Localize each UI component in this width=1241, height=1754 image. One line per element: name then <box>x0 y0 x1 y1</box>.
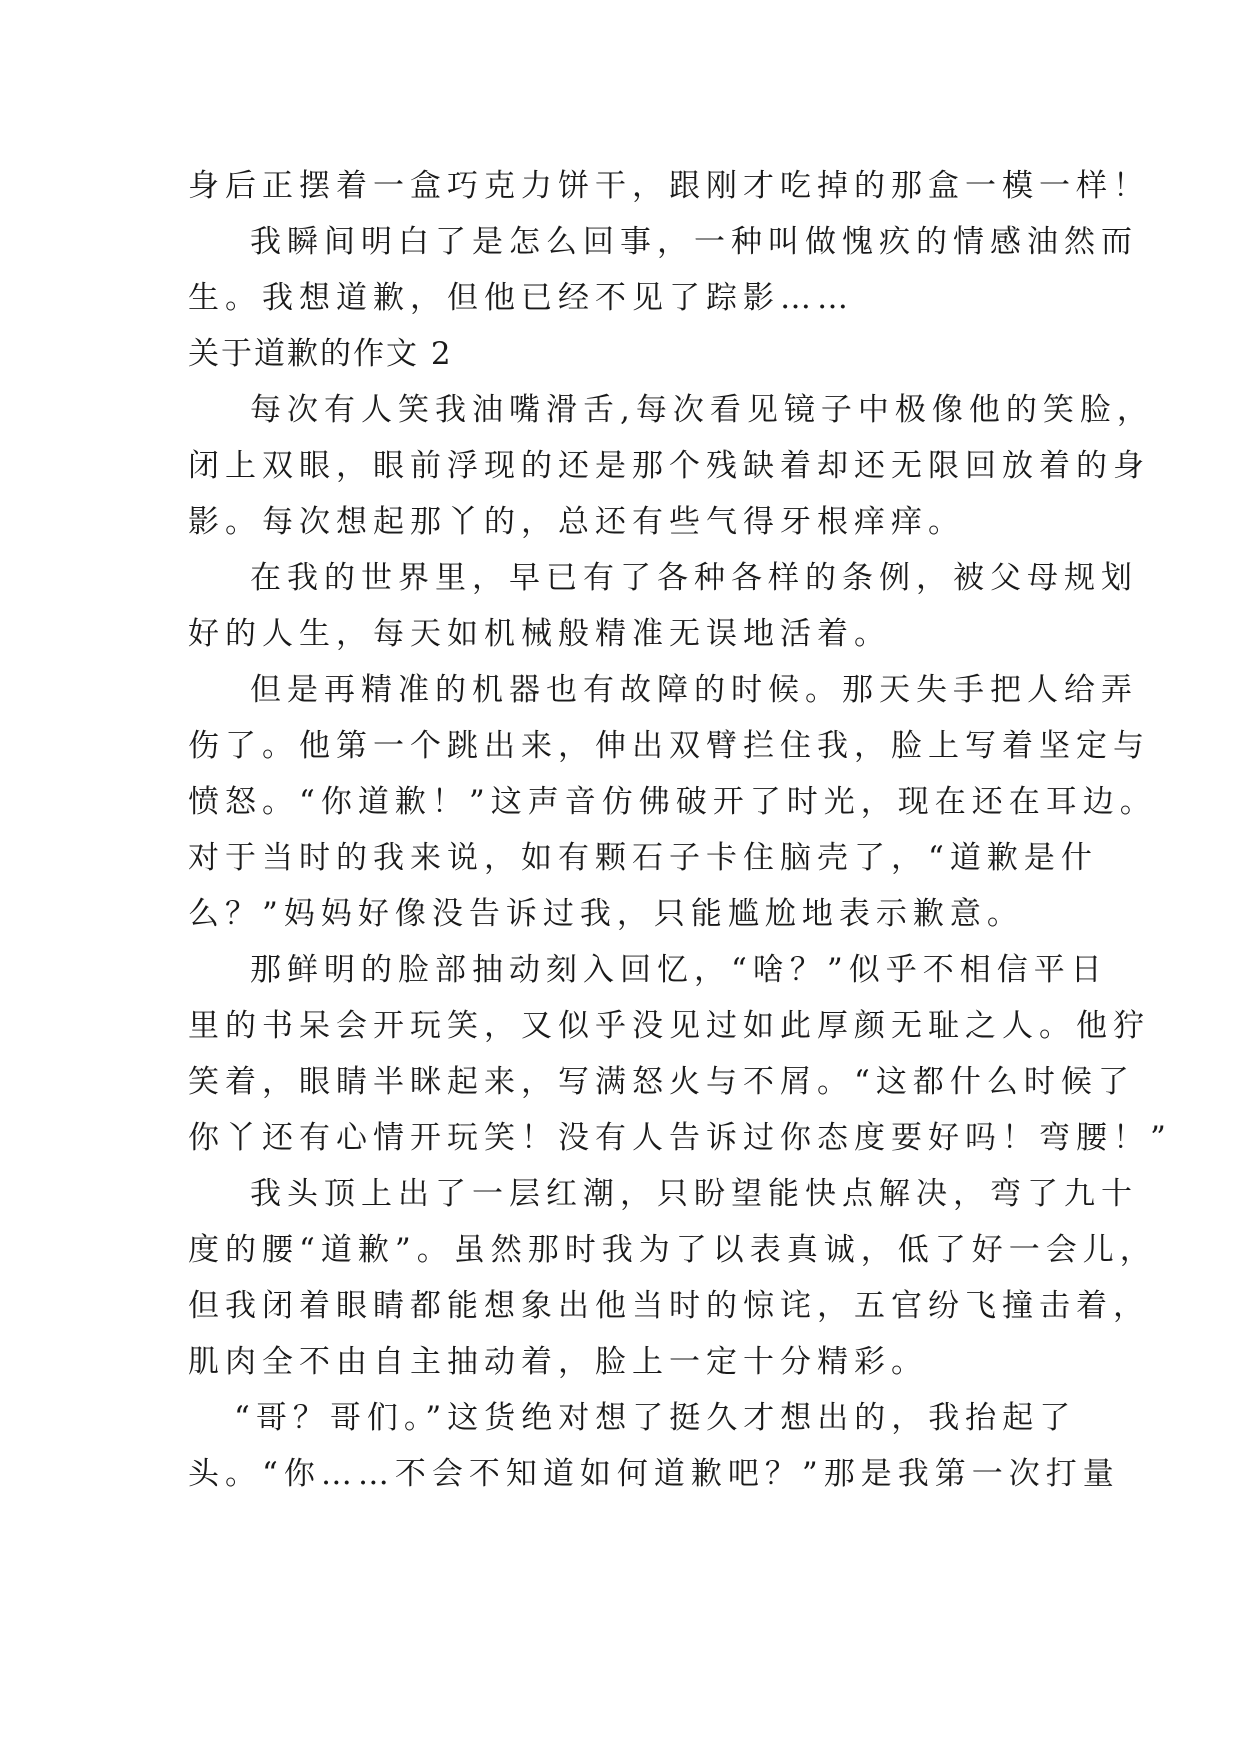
text-line: 么？”妈妈好像没告诉过我，只能尴尬地表示歉意。 <box>188 896 1024 932</box>
text-line: 里的书呆会开玩笑，又似乎没见过如此厚颜无耻之人。他狞 <box>188 1008 1150 1044</box>
text-line: 对于当时的我来说，如有颗石子卡住脑壳了，“道歉是什 <box>188 840 1098 876</box>
text-line: 度的腰“道歉”。虽然那时我为了以表真诚，低了好一会儿， <box>188 1232 1157 1268</box>
essay-heading: 关于道歉的作文 2 <box>188 336 453 372</box>
text-line: 笑着，眼睛半眯起来，写满怒火与不屑。“这都什么时候了 <box>188 1064 1135 1100</box>
text-line: 你丫还有心情开玩笑！没有人告诉过你态度要好吗！弯腰！” <box>188 1120 1172 1156</box>
text-line: 生。我想道歉，但他已经不见了踪影…… <box>188 280 854 316</box>
paragraph-start-line: 那鲜明的脸部抽动刻入回忆，“啥？”似乎不相信平日 <box>250 952 1108 988</box>
text-line: 伤了。他第一个跳出来，伸出双臂拦住我，脸上写着坚定与 <box>188 728 1150 764</box>
paragraph-start-line: “哥？哥们。”这货绝对想了挺久才想出的，我抬起了 <box>234 1400 1077 1436</box>
paragraph-start-line: 我头顶上出了一层红潮，只盼望能快点解决，弯了九十 <box>250 1176 1138 1212</box>
text-line: 闭上双眼，眼前浮现的还是那个残缺着却还无限回放着的身 <box>188 448 1150 484</box>
paragraph-start-line: 每次有人笑我油嘴滑舌,每次看见镜子中极像他的笑脸， <box>250 392 1154 428</box>
paragraph-start-line: 但是再精准的机器也有故障的时候。那天失手把人给弄 <box>250 672 1138 708</box>
text-line: 但我闭着眼睛都能想象出他当时的惊诧，五官纷飞撞击着， <box>188 1288 1150 1324</box>
text-line: 身后正摆着一盒巧克力饼干，跟刚才吃掉的那盒一模一样！ <box>188 168 1150 204</box>
text-line: 肌肉全不由自主抽动着，脸上一定十分精彩。 <box>188 1344 928 1380</box>
text-line: 影。每次想起那丫的，总还有些气得牙根痒痒。 <box>188 504 965 540</box>
text-line: 好的人生，每天如机械般精准无误地活着。 <box>188 616 891 652</box>
paragraph-start-line: 我瞬间明白了是怎么回事，一种叫做愧疚的情感油然而 <box>250 224 1138 260</box>
text-line: 愤怒。“你道歉！”这声音仿佛破开了时光，现在还在耳边。 <box>188 784 1157 820</box>
paragraph-start-line: 在我的世界里，早已有了各种各样的条例，被父母规划 <box>250 560 1138 596</box>
text-line: 头。“你……不会不知道如何道歉吧？”那是我第一次打量 <box>188 1456 1120 1492</box>
essay-body <box>188 158 1172 1502</box>
